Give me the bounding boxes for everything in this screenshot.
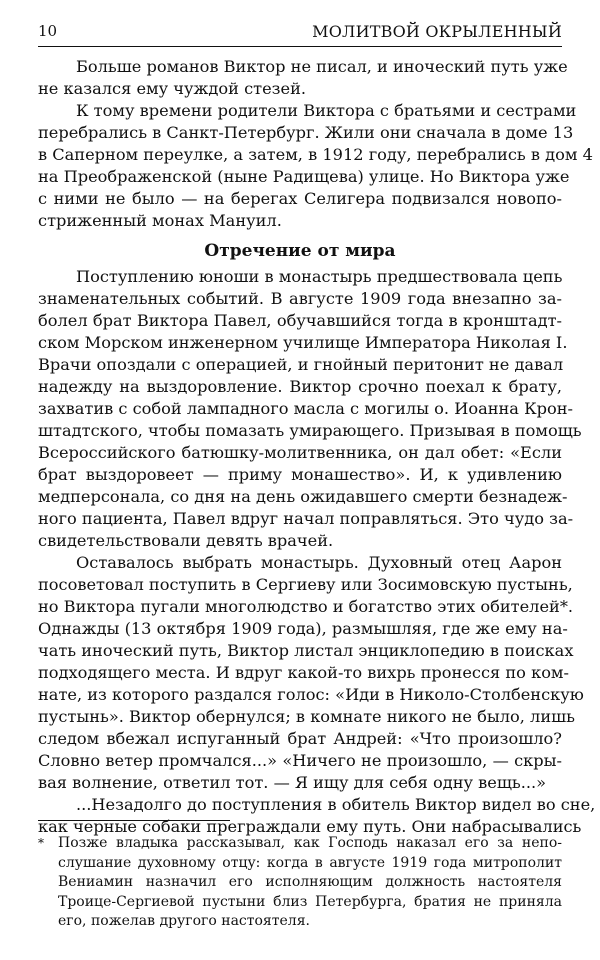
body-text bbox=[38, 56, 596, 838]
header-rule bbox=[38, 46, 562, 47]
text-line: перебрались в Санкт-Петербург. Жили они сначала в доме 13 bbox=[38, 123, 574, 142]
page-header bbox=[38, 20, 562, 44]
text-line: с ними не было — на берегах Селигера подвизался новопо- bbox=[38, 189, 562, 208]
text-line: на Преображенской (ныне Радищева) улице. Но Виктора уже bbox=[38, 167, 570, 186]
text-line: штадтского, чтобы помазать умирающего. Призывая в помощь bbox=[38, 421, 582, 440]
footnote-line: Троице-Сергиевой пустыни близ Петербурга, братия не приняла bbox=[58, 893, 562, 910]
text-line: не казался ему чуждой стезей. bbox=[38, 79, 307, 98]
text-line: Врачи опоздали с операцией, и гнойный перитонит не давал bbox=[38, 355, 564, 374]
text-line: болел брат Виктора Павел, обучавшийся тогда в кронштадт- bbox=[38, 311, 562, 330]
text-line: Однажды (13 октября 1909 года), размышляя, где же ему на- bbox=[38, 619, 568, 638]
page-number: 10 bbox=[38, 22, 58, 40]
text-line: нате, из которого раздался голос: «Иди в Николо-Столбенскую bbox=[38, 685, 584, 704]
text-line: посоветовал поступить в Сергиеву или Зосимовскую пустынь, bbox=[38, 575, 573, 594]
footnote-line: Вениамин назначил его исполняющим должность настоятеля bbox=[58, 874, 562, 890]
text-line: Словно ветер промчался...» «Ничего не произошло, — скры- bbox=[38, 751, 562, 770]
text-line: надежду на выздоровление. Виктор срочно поехал к брату, bbox=[38, 377, 562, 396]
text-line: брат выздоровеет — приму монашество». И, к удивлению bbox=[38, 465, 562, 484]
text-line: Больше романов Виктор не писал, и иноческий путь уже bbox=[76, 57, 568, 76]
text-line: медперсонала, со дня на день ожидавшего смерти безнадеж- bbox=[38, 487, 568, 506]
text-line: Всероссийского батюшку-молитвенника, он дал обет: «Если bbox=[38, 443, 562, 462]
text-line: свидетельствовали девять врачей. bbox=[38, 531, 334, 550]
footnote-line: его, пожелав другого настоятеля. bbox=[58, 913, 310, 929]
section-heading: Отречение от мира bbox=[204, 241, 396, 261]
paragraph bbox=[38, 100, 593, 232]
text-line: захватив с собой лампадного масла с могилы о. Иоанна Крон- bbox=[38, 399, 574, 418]
text-line: чать иноческий путь, Виктор листал энциклопедию в поисках bbox=[38, 641, 574, 660]
footnote-rule bbox=[38, 820, 230, 821]
text-line: знаменательных событий. В августе 1909 года внезапно за- bbox=[38, 289, 562, 308]
text-line: следом вбежал испуганный брат Андрей: «Что произошло? bbox=[38, 729, 562, 748]
text-line: стриженный монах Мануил. bbox=[38, 211, 282, 230]
text-line: подходящего места. И вдруг какой-то вихрь пронесся по ком- bbox=[38, 663, 569, 682]
text-line: Поступлению юноши в монастырь предшествовала цепь bbox=[76, 267, 563, 286]
text-line: Оставалось выбрать монастырь. Духовный отец Аарон bbox=[76, 553, 562, 572]
text-line: ...Незадолго до поступления в обитель Виктор видел во сне, bbox=[76, 795, 596, 814]
paragraph bbox=[38, 552, 584, 794]
text-line: ском Морском инженерном училище Императора Николая I. bbox=[38, 333, 568, 352]
text-line: вая волнение, ответил тот. — Я ищу для себя одну вещь...» bbox=[38, 773, 547, 792]
paragraph bbox=[38, 266, 582, 552]
text-line: как черные собаки преграждали ему путь. Они набрасывались bbox=[38, 817, 582, 836]
paragraph bbox=[38, 56, 568, 100]
footnote-line: слушание духовному отцу: когда в августе 1919 года митрополит bbox=[58, 854, 562, 871]
footnote bbox=[38, 834, 562, 932]
running-title: МОЛИТВОЙ ОКРЫЛЕННЫЙ bbox=[312, 22, 562, 41]
text-line: ного пациента, Павел вдруг начал поправляться. Это чудо за- bbox=[38, 509, 574, 528]
text-line: К тому времени родители Виктора с братьями и сестрами bbox=[76, 101, 577, 120]
footnote-line: Позже владыка рассказывал, как Господь наказал его за непо- bbox=[58, 835, 562, 851]
footnote-text bbox=[58, 834, 562, 932]
text-line: но Виктора пугали многолюдство и богатство этих обителей*. bbox=[38, 597, 574, 616]
text-line: в Саперном переулке, а затем, в 1912 году, перебрались в дом 4 bbox=[38, 145, 593, 164]
text-line: пустынь». Виктор обернулся; в комнате никого не было, лишь bbox=[38, 707, 575, 726]
paragraph bbox=[38, 794, 596, 838]
footnote-marker: * bbox=[38, 836, 44, 850]
